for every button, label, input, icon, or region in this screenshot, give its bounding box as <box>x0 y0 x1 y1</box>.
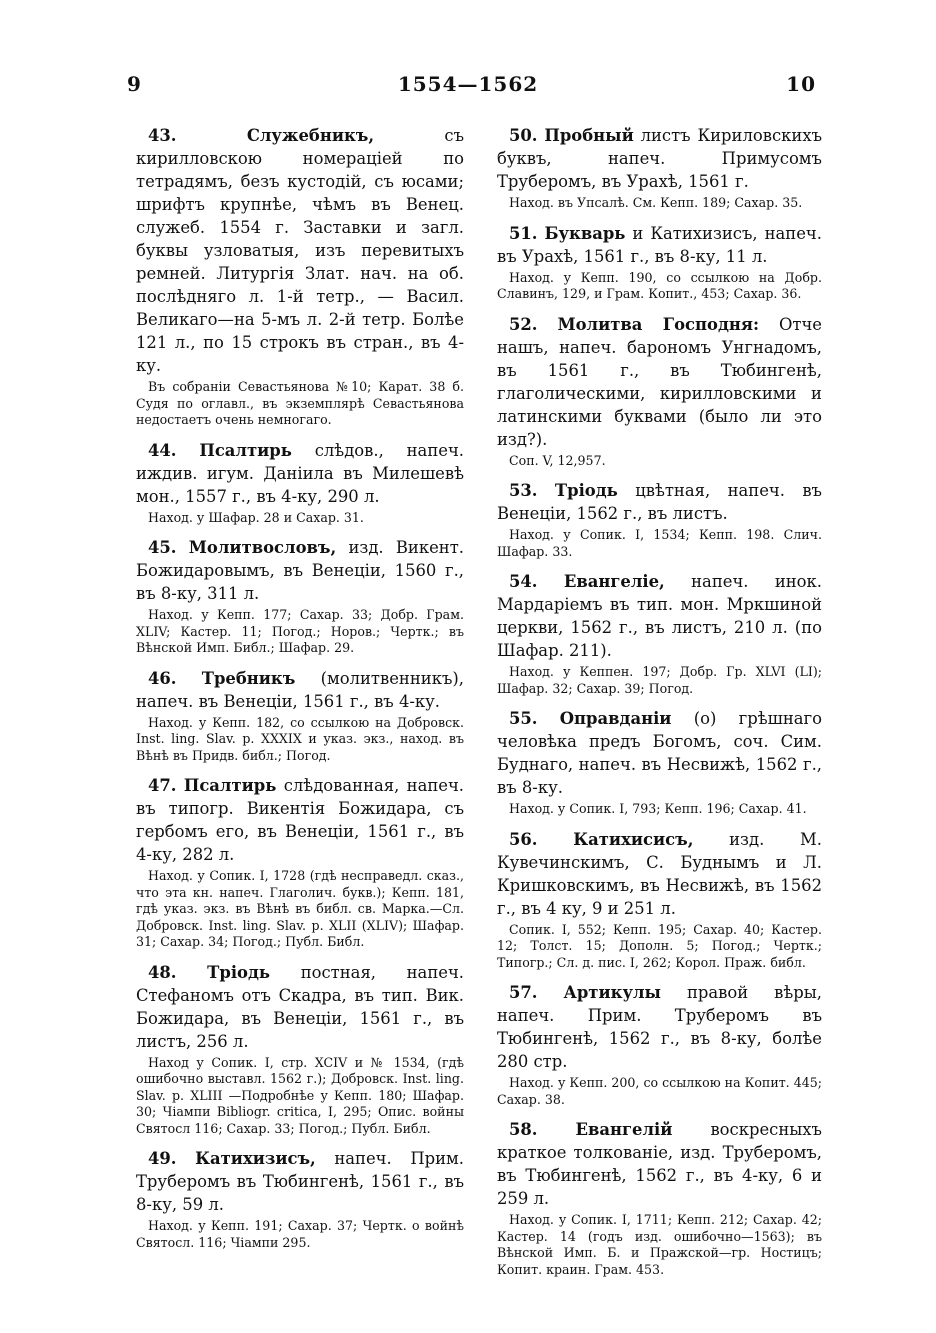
entry-text <box>136 667 464 713</box>
entry-note: Наход. у Сопик. I, 1711; Кепп. 212; Сахар. 42; Кастер. 14 (годъ изд. ошибочно—1563); въ Вѣнской Имп. Б. и Пражской—гр. Ностицъ; Копит. краин. Грам. 453. <box>497 1212 822 1277</box>
entry-description: Отче нашъ, напеч. барономъ Унгнадомъ, въ 1561 г., въ Тюбингенѣ, глаголическими, кирилловскими и латинскими буквами (было ли это изд?). <box>497 314 823 449</box>
entry-text <box>497 570 822 662</box>
entry-title: Псалтирь <box>199 440 292 460</box>
entry-description: листъ Кириловскихъ буквъ, напеч. Примусомъ Труберомъ, въ Урахѣ, 1561 г. <box>497 126 822 191</box>
entry-number: 58. <box>509 1120 538 1139</box>
entry-description: слѣдованная, напеч. въ типогр. Викентія Божидара, съ гербомъ его, въ Венеціи, 1561 г., въ 4-ку, 282 л. <box>136 776 465 864</box>
entry-note: Наход. у Сопик. I, 1534; Кепп. 198. Слич. Шафар. 33. <box>497 527 822 559</box>
entry-56 <box>497 828 822 972</box>
entry-number: 43. <box>148 126 177 145</box>
entry-47 <box>136 774 464 951</box>
entry-number: 51. <box>509 223 538 243</box>
entry-text <box>136 1147 464 1216</box>
entry-text <box>497 222 822 268</box>
entry-note: Наход. у Кеппен. 197; Добр. Гр. XLVI (LI); Шафар. 32; Сахар. 39; Погод. <box>497 664 822 696</box>
entry-number: 47. <box>148 776 177 795</box>
entry-description: напеч. Прим. Труберомъ въ Тюбингенѣ, 1561 г., въ 8-ку, 59 л. <box>136 1149 464 1214</box>
entry-description: цвѣтная, напеч. въ Венеціи, 1562 г., въ листъ. <box>497 481 822 523</box>
entry-title: Катихизисъ, <box>195 1149 316 1168</box>
entry-48 <box>136 961 464 1138</box>
entry-description: правой вѣры, напеч. Прим. Труберомъ въ Тюбингенѣ, 1562 г., въ 8-ку, болѣе 280 стр. <box>497 983 822 1071</box>
entry-number: 48. <box>148 962 177 982</box>
entry-53 <box>497 479 822 560</box>
entry-text <box>497 828 822 920</box>
entry-number: 53. <box>509 481 538 500</box>
entry-title: Евангеліе, <box>563 572 665 591</box>
entry-note: Наход. въ Упсалѣ. См. Кепп. 189; Сахар. 35. <box>509 195 803 210</box>
right-column <box>497 124 822 1288</box>
entry-title: Служебникъ, <box>246 126 375 145</box>
entry-title: Псалтирь <box>183 776 277 795</box>
left-page-number: 9 <box>127 72 142 96</box>
entry-description: напеч. инок. Мардаріемъ въ тип. мон. Мркшиной церкви, 1562 г., въ листъ, 210 л. (по Шафар. 211). <box>497 572 823 660</box>
entry-text <box>497 981 822 1073</box>
left-column <box>136 124 464 1261</box>
entry-description: постная, напеч. Стефаномъ отъ Скадра, въ тип. Вик. Божидара, въ Венеціи, 1561 г., въ листъ, 256 л. <box>136 962 464 1051</box>
entry-57 <box>497 981 822 1108</box>
entry-note: Наход. у Кепп. 177; Сахар. 33; Добр. Грам. XLIV; Кастер. 11; Погод.; Норов.; Чертк.; въ Вѣнской Имп. Библ.; Шафар. 29. <box>136 607 464 655</box>
entry-text <box>497 479 822 525</box>
entry-number: 45. <box>148 538 177 557</box>
entry-51 <box>497 222 822 303</box>
entry-text <box>136 536 464 605</box>
entry-text <box>497 1118 822 1210</box>
entry-52 <box>497 313 822 470</box>
entry-number: 57. <box>509 983 538 1002</box>
entry-number: 49. <box>148 1149 177 1168</box>
entry-number: 50. <box>509 126 538 145</box>
entry-title: Тріодь <box>554 481 618 500</box>
entry-title: Молитвословъ, <box>188 538 337 557</box>
entry-44 <box>136 439 464 527</box>
entry-description: воскресныхъ краткое толкованіе, изд. Труберомъ, въ Тюбингенѣ, 1562 г., въ 4-ку, 6 и 259 л. <box>497 1120 822 1208</box>
entry-note: Сопик. I, 552; Кепп. 195; Сахар. 40; Кастер. 12; Толст. 15; Дополн. 5; Погод.; Чертк.; Типогр.; Сл. д. пис. I, 262; Корол. Праж. библ. <box>497 921 822 970</box>
entry-number: 52. <box>509 314 538 334</box>
entry-text <box>497 707 822 799</box>
entry-description: (о) грѣшнаго человѣка предъ Богомъ, соч. Сим. Буднаго, напеч. въ Несвижѣ, 1562 г., въ 8-ку. <box>497 709 822 797</box>
entry-number: 54. <box>509 572 538 591</box>
entry-title: Пробный <box>544 126 634 145</box>
entry-note: Наход. у Кепп. 200, со ссылкою на Копит. 445; Сахар. 38. <box>497 1075 822 1107</box>
entry-note: Наход. у Кепп. 191; Сахар. 37; Чертк. о войнѣ Святосл. 116; Чіампи 295. <box>136 1218 464 1250</box>
entry-58 <box>497 1118 822 1278</box>
entry-title: Оправданіи <box>559 709 672 728</box>
entry-number: 44. <box>148 440 177 460</box>
entry-number: 46. <box>148 668 177 688</box>
entry-43 <box>136 124 464 429</box>
entry-description: изд. Викент. Божидаровымъ, въ Венеціи, 1560 г., въ 8-ку, 311 л. <box>136 538 464 603</box>
entry-title: Артикулы <box>563 983 661 1002</box>
entry-45 <box>136 536 464 657</box>
entry-description: (молитвенникъ), напеч. въ Венеціи, 1561 г., въ 4-ку. <box>136 668 464 711</box>
entry-title: Евангелій <box>575 1120 673 1139</box>
entry-description: и Катихизисъ, напеч. въ Урахѣ, 1561 г., въ 8-ку, 11 л. <box>497 223 822 266</box>
entry-note: Соп. V, 12,957. <box>509 452 606 468</box>
entry-note: Наход. у Сопик. I, 1728 (гдѣ несправедл. сказ., что эта кн. напеч. Глаголич. букв.); Кепп. 181, гдѣ указ. экз. въ Вѣнѣ въ библ. св. Марка.—Сл. Добровск. Inst. ling. Slav. p. XLII (XLIV); Шафар. 31; Сахар. 34; Погод.; Публ. Библ. <box>136 868 464 949</box>
entry-note: Въ собраніи Севастьянова №10; Карат. 38 б. Судя по оглавл., въ экземплярѣ Севастьянова недостаетъ очень немногаго. <box>136 379 464 427</box>
entry-46 <box>136 667 464 765</box>
entry-54 <box>497 570 822 697</box>
entry-title: Катихисисъ, <box>573 829 694 849</box>
entry-55 <box>497 707 822 818</box>
year-range-heading: 1554—1562 <box>397 72 539 96</box>
entry-note: Наход у Сопик. I, стр. XCIV и № 1534, (гдѣ ошибочно выставл. 1562 г.); Добровск. Inst. ling. Slav. p. XLIII —Подробнѣе у Кепп. 180; Шафар. 30; Чіампи Bibliogr. critica, I, 295; Опис. войны Святосл 116; Сахар. 33; Погод.; Публ. Библ. <box>136 1054 464 1136</box>
entry-number: 56. <box>509 829 538 849</box>
entry-text <box>136 124 464 377</box>
right-page-number: 10 <box>786 72 816 96</box>
entry-text <box>136 961 464 1053</box>
entry-text <box>136 439 464 508</box>
entry-title: Букварь <box>544 223 626 243</box>
entry-title: Требникъ <box>201 668 296 688</box>
entry-title: Тріодь <box>207 962 271 982</box>
entry-note: Наход. у Шафар. 28 и Сахар. 31. <box>148 509 364 525</box>
entry-50 <box>497 124 822 212</box>
entry-text <box>136 774 464 866</box>
entry-49 <box>136 1147 464 1251</box>
entry-description: слѣдов., напеч. иждив. игум. Даніила въ Милешевѣ мон., 1557 г., въ 4-ку, 290 л. <box>136 440 464 506</box>
entry-number: 55. <box>509 709 538 728</box>
entry-description: изд. М. Кувечинскимъ, С. Буднымъ и Л. Кришковскимъ, въ Несвижѣ, въ 1562 г., въ 4 ку, 9 и 251 л. <box>497 829 822 918</box>
entry-note: Наход. у Кепп. 190, со ссылкою на Добр. Славинъ, 129, и Грам. Копит., 453; Сахар. 36. <box>497 269 822 301</box>
entry-description: съ кирилловскою номераціей по тетрадямъ, безъ кустодій, съ юсами; шрифтъ крупнѣе, чѣмъ въ Венец. служеб. 1554 г. Заставки и загл. буквы узловатыя, изъ перевитыхъ ремней. Литургія Злат. нач. на об. послѣдняго л. 1-й тетр., — Васил. Великаго—на 5-мъ л. 2-й тетр. Болѣе 121 л., по 15 строкъ въ стран., въ 4-ку. <box>136 126 464 375</box>
entry-text <box>497 124 822 193</box>
entry-note: Наход. у Кепп. 182, со ссылкою на Добровск. Inst. ling. Slav. p. XXXIX и указ. экз., наход. въ Вѣнѣ въ Придв. библ.; Погод. <box>136 714 464 763</box>
entry-title: Молитва Господня: <box>557 314 760 334</box>
entry-text <box>497 313 822 451</box>
entry-note: Наход. у Сопик. I, 793; Кепп. 196; Сахар. 41. <box>509 801 807 816</box>
